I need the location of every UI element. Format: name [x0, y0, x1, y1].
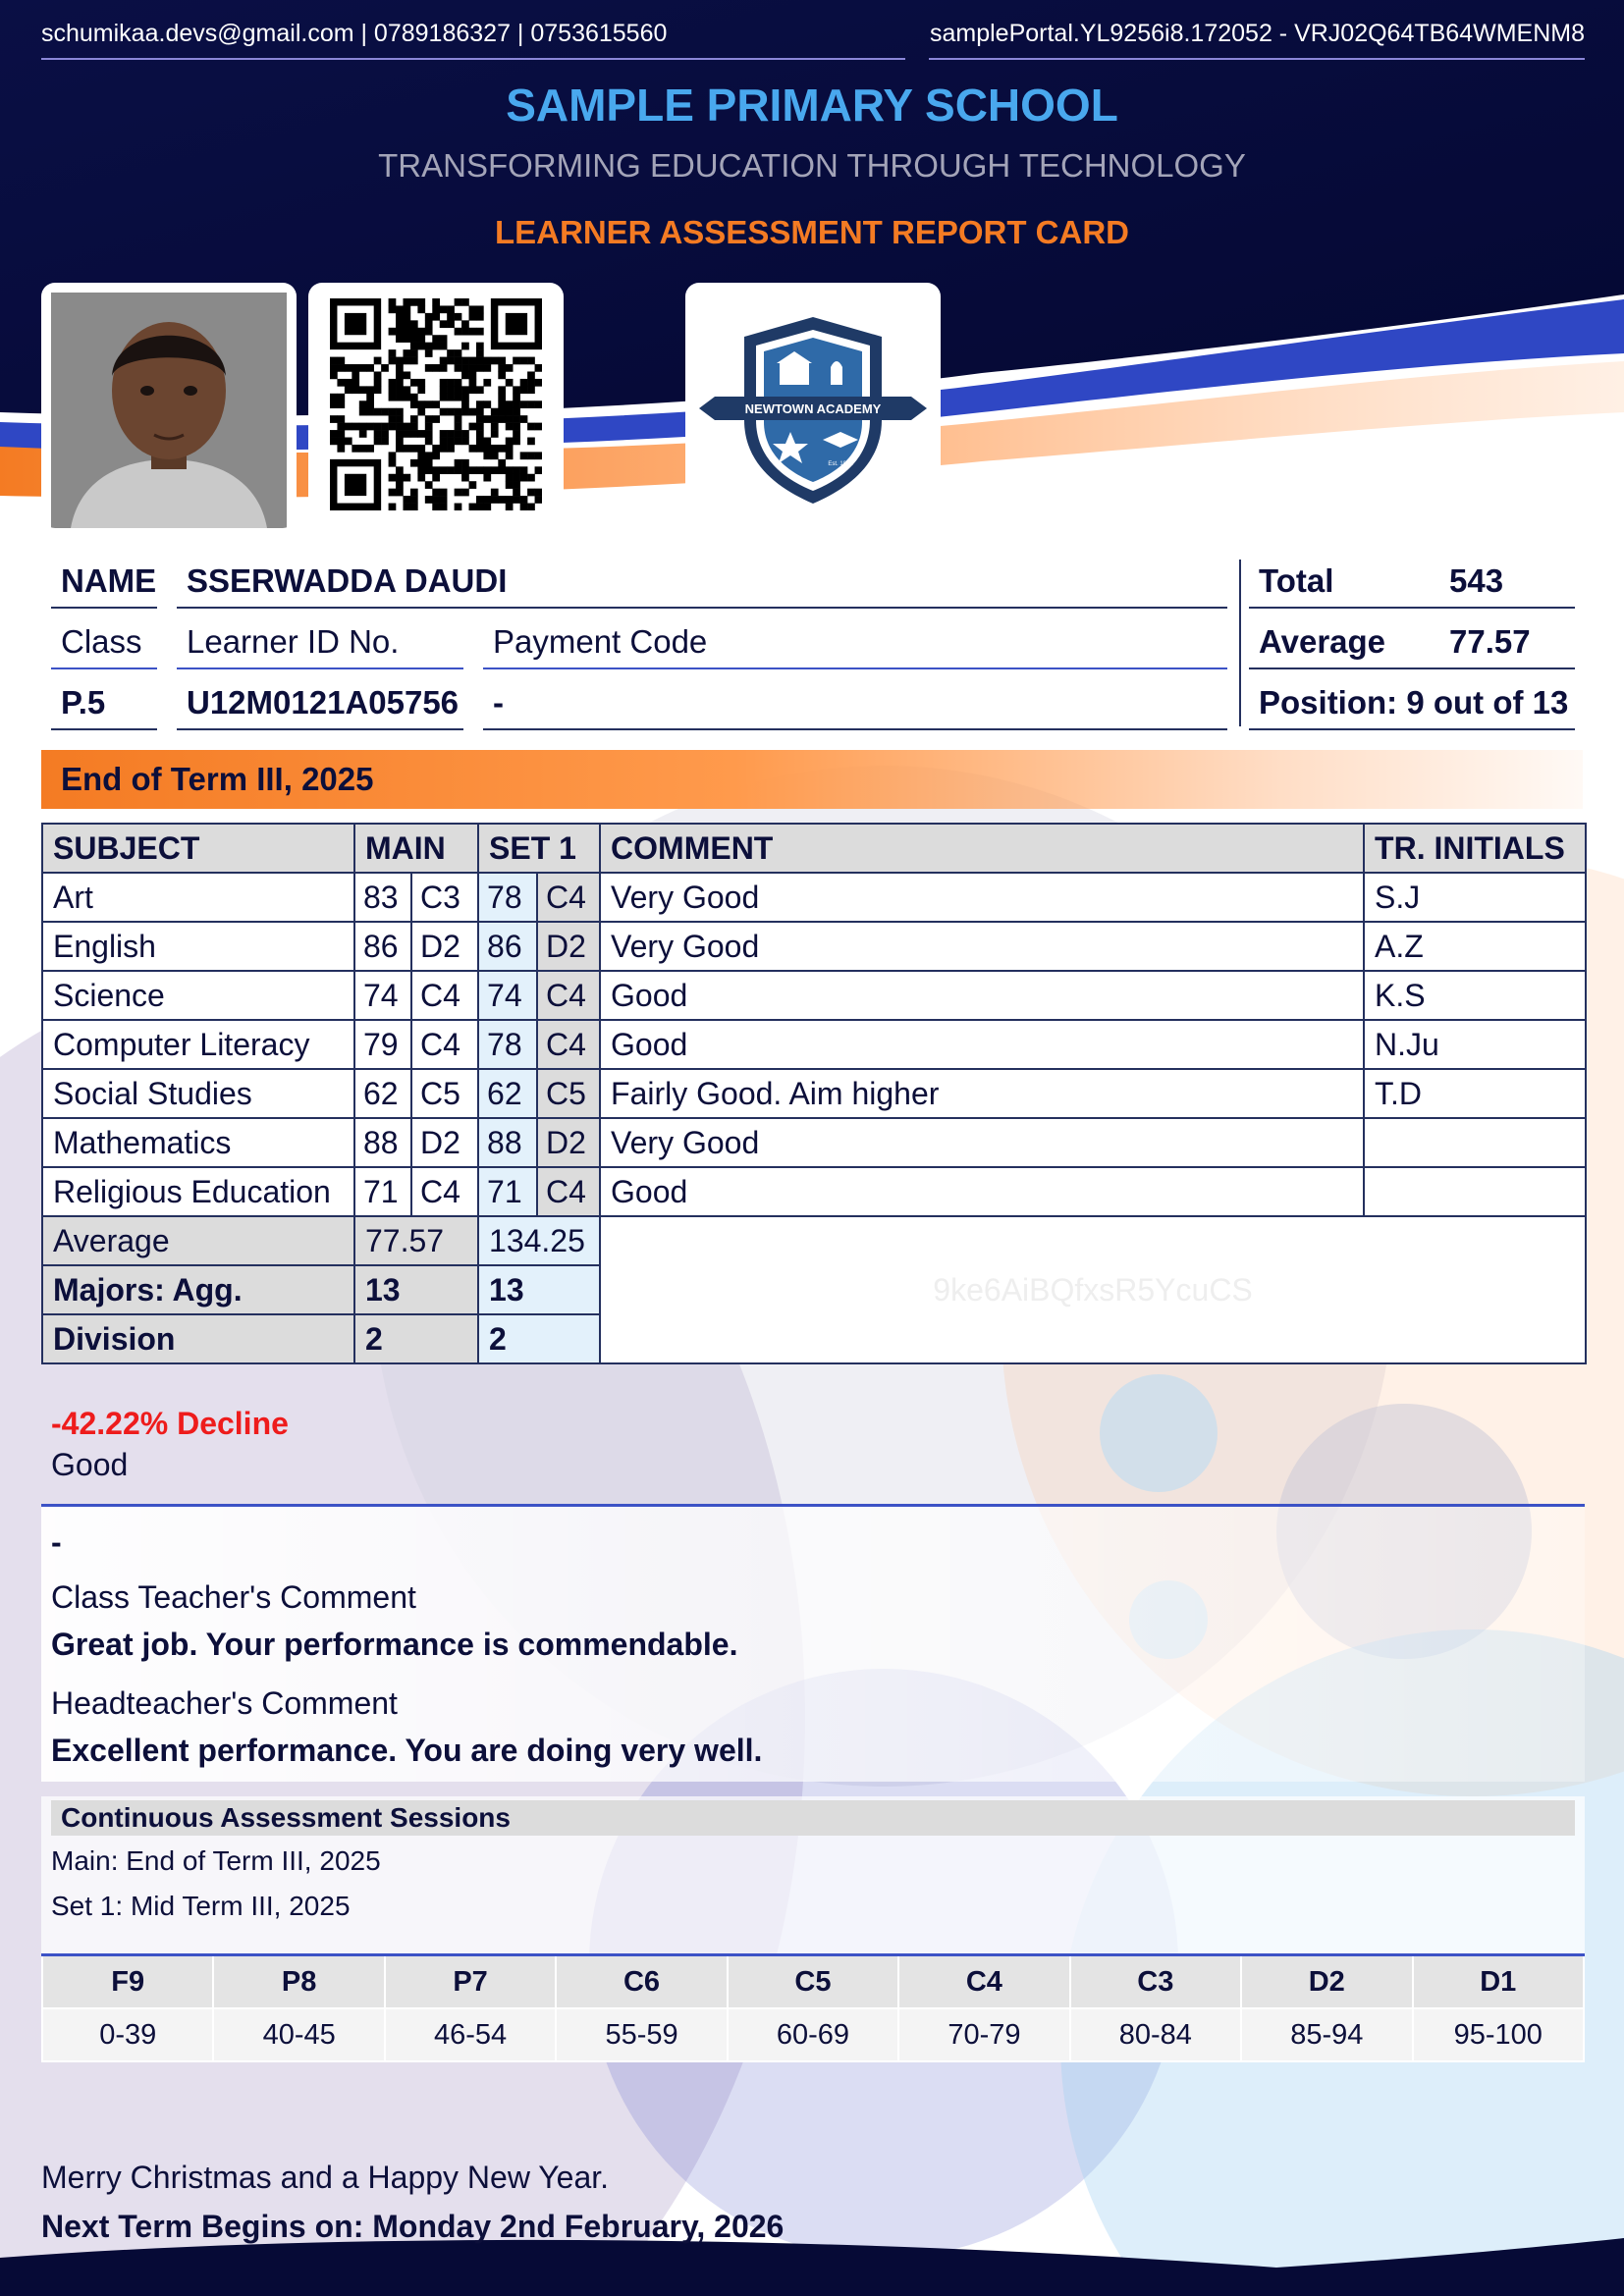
payment-code-label: Payment Code — [483, 616, 1227, 669]
average-value: 77.57 — [1439, 616, 1575, 669]
aggregate-main: 13 — [354, 1265, 478, 1314]
division-label: Division — [42, 1314, 354, 1363]
grade-row — [42, 1069, 1586, 1118]
set1-score-cell: 74 — [478, 971, 537, 1020]
grade-row — [42, 873, 1586, 922]
initials-header: TR. INITIALS — [1364, 824, 1586, 873]
division-main: 2 — [354, 1314, 478, 1363]
scale-range: 80-84 — [1070, 2008, 1241, 2061]
subject-cell: Social Studies — [42, 1069, 354, 1118]
next-term-date: Next Term Begins on: Monday 2nd February, 2026 — [41, 2209, 785, 2244]
grade-row — [42, 1118, 1586, 1167]
initials-cell: S.J — [1364, 873, 1586, 922]
learner-photo — [41, 283, 297, 528]
assessment-set1-session: Set 1: Mid Term III, 2025 — [51, 1891, 351, 1921]
scale-grade: C6 — [556, 1955, 727, 2009]
main-score-cell: 62 — [354, 1069, 411, 1118]
set1-score-cell: 88 — [478, 1118, 537, 1167]
subject-cell: Religious Education — [42, 1167, 354, 1216]
set1-grade-cell: C5 — [537, 1069, 600, 1118]
name-label: NAME — [51, 556, 157, 609]
subject-cell: Computer Literacy — [42, 1020, 354, 1069]
set1-score-cell: 71 — [478, 1167, 537, 1216]
term-title: End of Term III, 2025 — [41, 750, 1583, 809]
set1-score-cell: 78 — [478, 1020, 537, 1069]
set1-score-cell: 78 — [478, 873, 537, 922]
assessment-sessions-panel — [41, 1796, 1585, 1953]
comment-cell: Good — [600, 971, 1364, 1020]
scale-grade: F9 — [42, 1955, 213, 2009]
holiday-greeting: Merry Christmas and a Happy New Year. — [41, 2160, 610, 2195]
comment-cell: Very Good — [600, 1118, 1364, 1167]
school-name: SAMPLE PRIMARY SCHOOL — [506, 80, 1118, 131]
scale-range: 60-69 — [728, 2008, 898, 2061]
class-teacher-label: Class Teacher's Comment — [51, 1579, 416, 1615]
assessment-sessions-title: Continuous Assessment Sessions — [51, 1800, 1575, 1836]
scale-grade: C3 — [1070, 1955, 1241, 2009]
set1-grade-cell: C4 — [537, 971, 600, 1020]
initials-cell — [1364, 1118, 1586, 1167]
learner-class: P.5 — [51, 677, 157, 730]
school-motto: TRANSFORMING EDUCATION THROUGH TECHNOLOGY — [378, 147, 1246, 184]
qr-code — [308, 283, 564, 528]
main-score-cell: 79 — [354, 1020, 411, 1069]
scale-range: 70-79 — [898, 2008, 1069, 2061]
performance-change: -42.22% Decline — [51, 1406, 289, 1441]
total-label: Total — [1249, 556, 1441, 609]
initials-cell: A.Z — [1364, 922, 1586, 971]
logo-est: Est. 1882 — [828, 461, 853, 467]
contact-info: schumikaa.devs@gmail.com | 0789186327 | 0753615560 — [41, 20, 905, 60]
class-teacher-comment: Great job. Your performance is commendable. — [51, 1627, 738, 1662]
set1-grade-cell: C4 — [537, 873, 600, 922]
set1-score-cell: 86 — [478, 922, 537, 971]
scale-grade: C4 — [898, 1955, 1069, 2009]
main-score-cell: 74 — [354, 971, 411, 1020]
subject-cell: Mathematics — [42, 1118, 354, 1167]
initials-cell: K.S — [1364, 971, 1586, 1020]
average-label: Average — [1249, 616, 1441, 669]
average-main: 77.57 — [354, 1216, 478, 1265]
report-title: LEARNER ASSESSMENT REPORT CARD — [495, 214, 1129, 250]
set1-grade-cell: C4 — [537, 1167, 600, 1216]
class-label: Class — [51, 616, 157, 669]
average-row-label: Average — [42, 1216, 354, 1265]
subject-cell: Art — [42, 873, 354, 922]
main-grade-cell: C3 — [411, 873, 478, 922]
totals-panel — [1241, 556, 1585, 742]
scale-grade: P8 — [213, 1955, 384, 2009]
headteacher-label: Headteacher's Comment — [51, 1685, 398, 1721]
initials-cell — [1364, 1167, 1586, 1216]
subject-cell: English — [42, 922, 354, 971]
grade-row — [42, 1020, 1586, 1069]
grades-header-row — [42, 824, 1586, 873]
grading-scale-grades-row — [42, 1955, 1584, 2009]
set1-grade-cell: D2 — [537, 1118, 600, 1167]
initials-cell: N.Ju — [1364, 1020, 1586, 1069]
subject-header: SUBJECT — [42, 824, 354, 873]
grade-row — [42, 1167, 1586, 1216]
logo-text: NEWTOWN ACADEMY — [744, 401, 882, 416]
set1-grade-cell: C4 — [537, 1020, 600, 1069]
scale-range: 46-54 — [385, 2008, 556, 2061]
grade-row — [42, 971, 1586, 1020]
scale-range: 85-94 — [1241, 2008, 1412, 2061]
grade-row — [42, 922, 1586, 971]
set1-grade-cell: D2 — [537, 922, 600, 971]
verification-code: 9ke6AiBQfxsR5YcuCS — [600, 1216, 1586, 1363]
scale-range: 0-39 — [42, 2008, 213, 2061]
scale-range: 95-100 — [1413, 2008, 1585, 2061]
grading-scale-ranges-row — [42, 2008, 1584, 2061]
scale-grade: D1 — [1413, 1955, 1585, 2009]
division-set1: 2 — [478, 1314, 600, 1363]
payment-code: - — [483, 677, 1227, 730]
main-score-cell: 86 — [354, 922, 411, 971]
grading-scale-table — [41, 1953, 1585, 2062]
headteacher-comment: Excellent performance. You are doing very well. — [51, 1733, 763, 1768]
learner-id-label: Learner ID No. — [177, 616, 463, 669]
comment-dash: - — [51, 1524, 62, 1560]
comment-cell: Very Good — [600, 873, 1364, 922]
main-score-cell: 88 — [354, 1118, 411, 1167]
scale-grade: D2 — [1241, 1955, 1412, 2009]
comment-cell: Good — [600, 1167, 1364, 1216]
assessment-main-session: Main: End of Term III, 2025 — [51, 1845, 381, 1876]
comment-cell: Very Good — [600, 922, 1364, 971]
scale-grade: P7 — [385, 1955, 556, 2009]
aggregate-label: Majors: Agg. — [42, 1265, 354, 1314]
comment-cell: Good — [600, 1020, 1364, 1069]
school-logo — [685, 283, 941, 528]
learner-id: U12M0121A05756 — [177, 677, 463, 730]
portal-reference: samplePortal.YL9256i8.172052 - VRJ02Q64TB64WMENM8 — [929, 20, 1585, 60]
main-grade-cell: D2 — [411, 1118, 478, 1167]
main-grade-cell: C4 — [411, 971, 478, 1020]
comment-cell: Fairly Good. Aim higher — [600, 1069, 1364, 1118]
main-grade-cell: C4 — [411, 1020, 478, 1069]
comments-panel — [41, 1504, 1585, 1782]
main-grade-cell: C4 — [411, 1167, 478, 1216]
scale-range: 55-59 — [556, 2008, 727, 2061]
aggregate-set1: 13 — [478, 1265, 600, 1314]
average-row — [42, 1216, 1586, 1265]
main-grade-cell: D2 — [411, 922, 478, 971]
grades-table — [41, 823, 1587, 1364]
set1-score-cell: 62 — [478, 1069, 537, 1118]
scale-range: 40-45 — [213, 2008, 384, 2061]
main-grade-cell: C5 — [411, 1069, 478, 1118]
scale-grade: C5 — [728, 1955, 898, 2009]
learner-name: SSERWADDA DAUDI — [177, 556, 1227, 609]
initials-cell: T.D — [1364, 1069, 1586, 1118]
set1-header: SET 1 — [478, 824, 600, 873]
main-score-cell: 83 — [354, 873, 411, 922]
subject-cell: Science — [42, 971, 354, 1020]
performance-remark: Good — [51, 1447, 129, 1482]
main-score-cell: 71 — [354, 1167, 411, 1216]
comment-header: COMMENT — [600, 824, 1364, 873]
average-set1: 134.25 — [478, 1216, 600, 1265]
position-value: Position: 9 out of 13 — [1249, 677, 1575, 730]
total-value: 543 — [1439, 556, 1575, 609]
main-header: MAIN — [354, 824, 478, 873]
